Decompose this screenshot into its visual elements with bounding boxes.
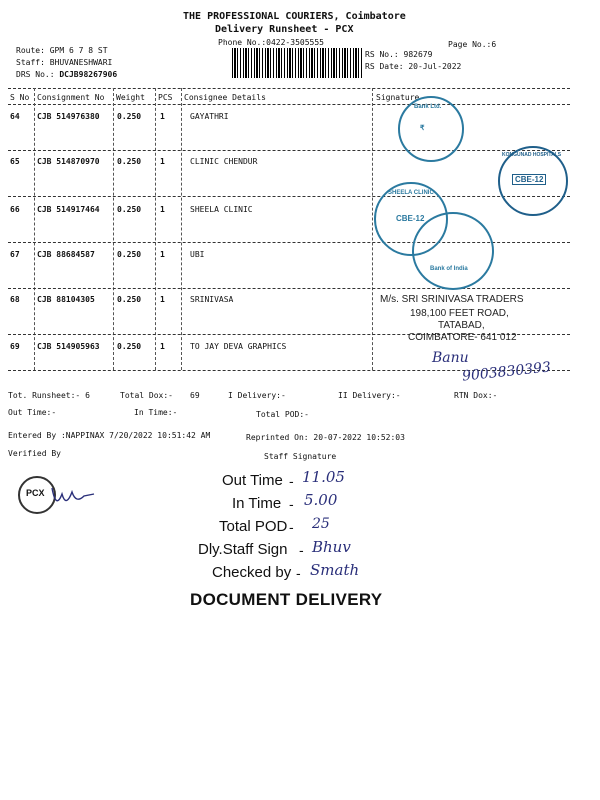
col-consignment: Consignment No — [37, 93, 105, 102]
clinic-stamp-code: CBE-12 — [396, 214, 425, 223]
staff-signature-label: Staff Signature — [264, 452, 337, 461]
bank-seal-text: Bank Ltd. — [414, 104, 442, 110]
trader-address-1: 198,100 FEET ROAD, — [410, 308, 509, 319]
col-sno: S No — [10, 93, 30, 102]
row-weight: 0.250 — [117, 295, 142, 304]
col-signature: Signature — [376, 93, 420, 102]
col-separator — [113, 88, 114, 370]
stamp-in-time: In Time — [232, 495, 282, 512]
handwritten-out-time: 11.05 — [302, 468, 345, 486]
col-separator — [34, 88, 35, 370]
row-sno: 66 — [10, 205, 20, 214]
row-sno: 69 — [10, 342, 20, 351]
out-time-label: Out Time:- — [8, 408, 57, 417]
stamp-dly-staff-sign: Dly.Staff Sign — [198, 541, 288, 558]
dash-mark: - — [289, 519, 294, 535]
staff-name: Staff: BHUVANESHWARI — [16, 58, 113, 67]
total-runsheet: Tot. Runsheet:- 6 — [8, 391, 90, 400]
handwritten-dly-sign: Bhuv — [312, 538, 351, 556]
dash-mark: - — [289, 496, 294, 512]
row-weight: 0.250 — [117, 205, 142, 214]
pcx-stamp-text: PCX — [26, 488, 45, 498]
total-dox-value: 69 — [190, 391, 200, 400]
col-weight: Weight — [116, 93, 145, 102]
row-consignee: SHEELA CLINIC — [190, 205, 253, 214]
table-header-rule — [8, 104, 570, 105]
row-sno: 68 — [10, 295, 20, 304]
trader-address-3: COIMBATORE- 641 012 — [408, 332, 517, 343]
col-separator — [155, 88, 156, 370]
table-top-rule — [8, 88, 570, 89]
dash-mark: - — [296, 565, 301, 581]
dash-mark: - — [289, 473, 294, 489]
row-rule — [8, 288, 570, 289]
row-pcs: 1 — [160, 342, 165, 351]
col-pcs: PCS — [158, 93, 173, 102]
stamp-checked-by: Checked by — [212, 564, 292, 581]
col-consignee: Consignee Details — [184, 93, 266, 102]
reprinted-on: Reprinted On: 20-07-2022 10:52:03 — [246, 433, 405, 442]
row-weight: 0.250 — [117, 342, 142, 351]
row-weight: 0.250 — [117, 112, 142, 121]
row-consignee: TO JAY DEVA GRAPHICS — [190, 342, 287, 351]
handwritten-in-time: 5.00 — [304, 491, 338, 509]
row-consignee: GAYATHRI — [190, 112, 229, 121]
row-consignee: UBI — [190, 250, 205, 259]
route: Route: GPM 6 7 8 ST — [16, 46, 108, 55]
row-rule — [8, 150, 570, 151]
page-number: Page No.:6 — [448, 40, 497, 49]
row-pcs: 1 — [160, 295, 165, 304]
row-rule — [8, 196, 570, 197]
drs-number: DCJB98267906 — [59, 70, 118, 79]
drs-label: DRS No.: — [16, 70, 55, 79]
row-consignment: CJB 514905963 — [37, 342, 100, 351]
dash-mark: - — [299, 542, 304, 558]
row-consignee: CLINIC CHENDUR — [190, 157, 258, 166]
company-name: THE PROFESSIONAL COURIERS, Coimbatore — [183, 11, 406, 22]
col-separator — [372, 88, 373, 370]
handwritten-phone: 9003830393 — [461, 359, 552, 385]
clinic-stamp-text: SHEELA CLINIC — [388, 190, 434, 196]
bank-seal-stamp: Bank Ltd. ₹ — [398, 96, 464, 162]
row-consignment: CJB 514917464 — [37, 205, 100, 214]
row-sno: 67 — [10, 250, 20, 259]
row-sno: 65 — [10, 157, 20, 166]
trader-name: M/s. SRI SRINIVASA TRADERS — [380, 294, 524, 305]
bank-round-stamp-text: Bank of India — [430, 266, 468, 272]
handwritten-receiver: Banu — [432, 350, 469, 366]
stamp-out-time: Out Time — [222, 472, 283, 489]
trader-address-2: TATABAD, — [438, 320, 485, 331]
hospital-stamp-text: KONGUNAD HOSPITALS — [502, 152, 562, 158]
stamp-total-pod: Total POD — [219, 518, 288, 535]
i-delivery: I Delivery:- — [228, 391, 286, 400]
entered-by: Entered By :NAPPINAX 7/20/2022 10:51:42 AM — [8, 431, 211, 440]
hospital-stamp — [498, 146, 568, 216]
phone-number: Phone No.:0422-3505555 — [218, 38, 324, 47]
total-dox-label: Total Dox:- — [120, 391, 173, 400]
rs-number: RS No.: 982679 — [365, 50, 433, 59]
total-pod-label: Total POD:- — [256, 410, 309, 419]
verifier-signature — [50, 484, 96, 514]
handwritten-checked: Smath — [310, 561, 360, 579]
row-consignment: CJB 514870970 — [37, 157, 100, 166]
rs-date: RS Date: 20-Jul-2022 — [365, 62, 462, 71]
row-weight: 0.250 — [117, 157, 142, 166]
row-consignment: CJB 514976380 — [37, 112, 100, 121]
row-consignee: SRINIVASA — [190, 295, 234, 304]
row-consignment: CJB 88104305 — [37, 295, 95, 304]
row-pcs: 1 — [160, 157, 165, 166]
row-pcs: 1 — [160, 205, 165, 214]
row-weight: 0.250 — [117, 250, 142, 259]
in-time-label: In Time:- — [134, 408, 178, 417]
handwritten-total-pod: 25 — [312, 516, 330, 532]
sheet-title: Delivery Runsheet - PCX — [215, 24, 354, 35]
row-pcs: 1 — [160, 250, 165, 259]
col-separator — [181, 88, 182, 370]
row-pcs: 1 — [160, 112, 165, 121]
hospital-stamp-code: CBE-12 — [512, 174, 546, 185]
rtn-dox: RTN Dox:- — [454, 391, 498, 400]
verified-by: Verified By — [8, 449, 61, 458]
barcode — [232, 48, 364, 78]
bank-round-stamp — [412, 212, 494, 290]
document-delivery-stamp: DOCUMENT DELIVERY — [190, 590, 383, 609]
ii-delivery: II Delivery:- — [338, 391, 401, 400]
row-sno: 64 — [10, 112, 20, 121]
row-consignment: CJB 88684587 — [37, 250, 95, 259]
